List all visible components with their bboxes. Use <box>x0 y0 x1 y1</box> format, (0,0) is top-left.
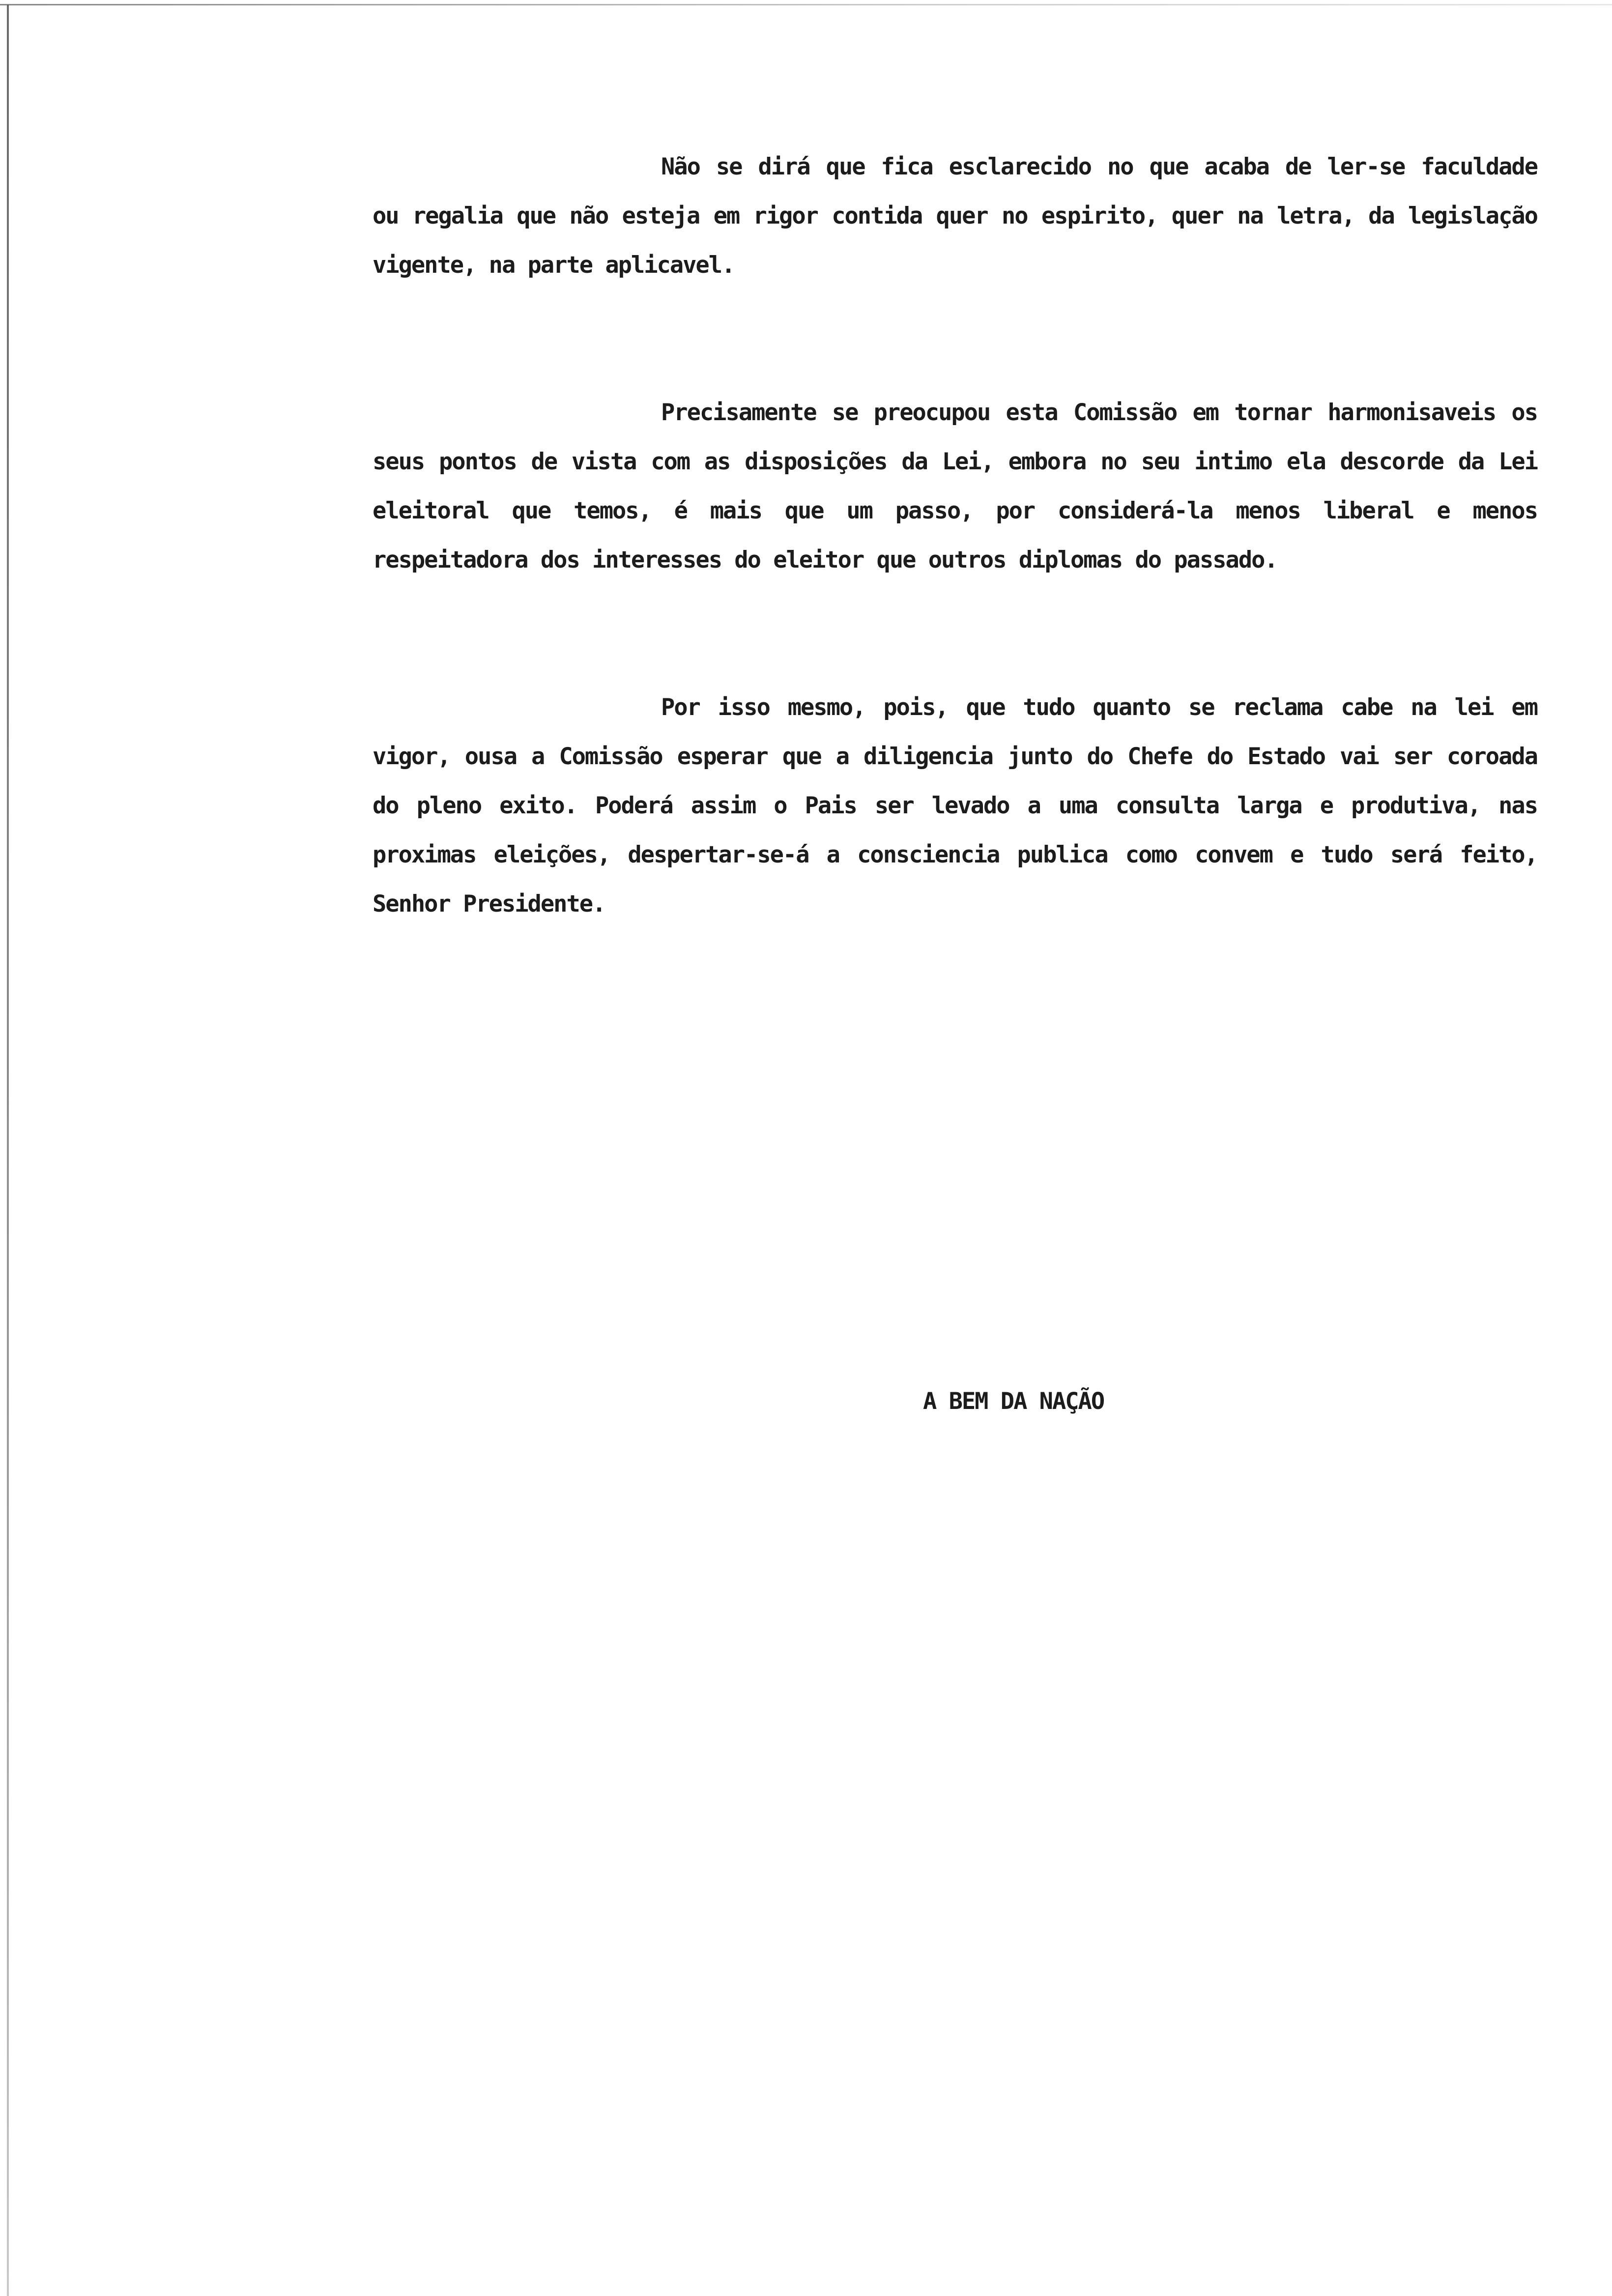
document-body <box>373 143 1537 929</box>
paragraph-2: Precisamente se preocupou esta Comissão em tornar harmonisaveis os seus pontos de vista com as disposições da Lei, embora no seu intimo ela descorde da Lei eleitoral que temos, é mais que um passo, por considerá-la menos liberal e menos respeitadora dos interesses do eleitor que outros diplomas do passado. <box>373 399 1537 574</box>
scan-edge-left <box>7 5 9 2296</box>
scan-edge-top <box>0 4 1612 5</box>
paragraph-3: Por isso mesmo, pois, que tudo quanto se reclama cabe na lei em vigor, ousa a Comissão esperar que a diligencia junto do Chefe do Estado vai ser coroada do pleno exito. Poderá assim o Pais ser levado a uma consulta larga e produtiva, nas proximas eleições, despertar-se-á a consciencia publica como convem e tudo será feito, Senhor Presidente. <box>373 694 1537 918</box>
closing-formula: A BEM DA NAÇÃO <box>923 1388 1104 1415</box>
paragraph-1: Não se dirá que fica esclarecido no que acaba de ler-se faculdade ou regalia que não esteja em rigor contida quer no espirito, quer na letra, da legislação vigente, na parte aplicavel. <box>373 153 1537 279</box>
